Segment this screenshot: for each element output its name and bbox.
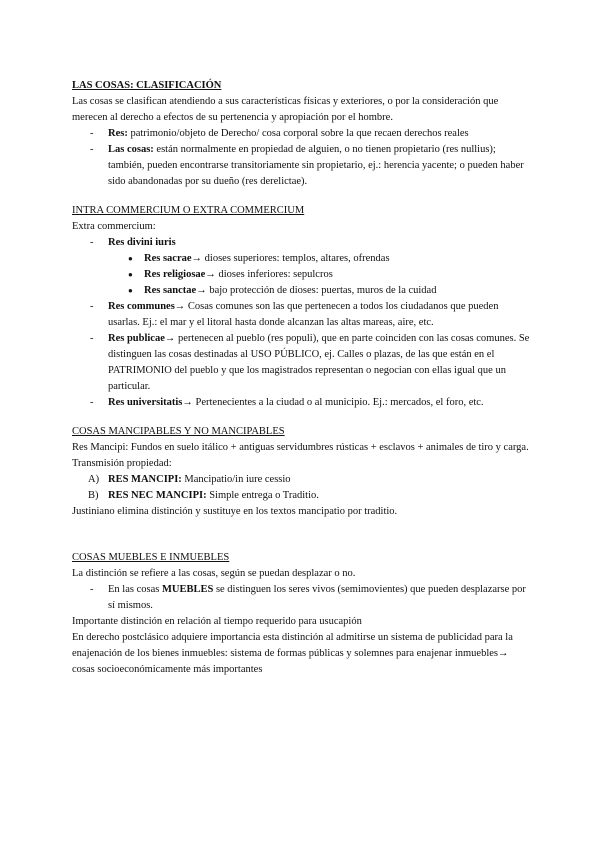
section-mancipables <box>72 424 532 520</box>
term-res-sacrae: Res sacrae→ <box>144 253 203 264</box>
definition-text: están normalmente en propiedad de alguien, o no tienen propietario (res nullius); también, pueden encontrarse transitoriamente sin propietario, ej.: herencia yacente; o pueden haber sido abandonadas por su dueño (res derelictae). <box>108 144 524 187</box>
list-item <box>88 472 532 488</box>
bullet-item <box>144 251 532 267</box>
section-title-mancipables: COSAS MANCIPABLES Y NO MANCIPABLES <box>72 426 285 437</box>
definition-text: Simple entrega o Traditio. <box>206 490 319 501</box>
document-page <box>72 78 532 678</box>
definition-text: se distinguen los seres vivos (semimovientes) que pueden desplazarse por sí mismos. <box>108 584 526 611</box>
dash-list <box>72 235 532 251</box>
bullet-item <box>144 267 532 283</box>
section-title-muebles: COSAS MUEBLES E INMUEBLES <box>72 552 230 563</box>
extra-commercium-label: Extra commercium: <box>72 221 156 232</box>
section-title-clasificacion: LAS COSAS: CLASIFICACIÓN <box>72 80 222 91</box>
bullet-item <box>144 283 532 299</box>
definition-text: patrimonio/objeto de Derecho/ cosa corporal sobre la que recaen derechos reales <box>127 128 469 139</box>
section-muebles-inmuebles <box>72 550 532 678</box>
lettered-list <box>72 472 532 504</box>
list-item <box>108 235 532 251</box>
term-las-cosas: Las cosas: <box>108 144 154 155</box>
intro-paragraph: Las cosas se clasifican atendiendo a sus características físicas y exteriores, o por la consideración que merecen al derecho a efectos de su pertenencia y apropiación por el hombre. <box>72 96 499 123</box>
usucapion-paragraph: Importante distinción en relación al tiempo requerido para usucapión <box>72 616 362 627</box>
list-item <box>108 299 532 331</box>
term-res-sanctae: Res sanctae→ <box>144 285 207 296</box>
postclasico-paragraph: En derecho postclásico adquiere importancia esta distinción al admitirse un sistema de publicidad para la enajenación de los bienes inmuebles: sistema de formas públicas y solemnes para enajenar inmuebles→ cosas socioeconómicamente más importantes <box>72 632 513 675</box>
section-title-commercium: INTRA COMMERCIUM O EXTRA COMMERCIUM <box>72 205 305 216</box>
section-clasificacion <box>72 78 532 190</box>
section-intra-extra-commercium <box>72 203 532 411</box>
list-item <box>108 582 532 614</box>
list-marker: A) <box>88 474 100 485</box>
term-res-divini-iuris: Res divini iuris <box>108 237 176 248</box>
justiniano-paragraph: Justiniano elimina distinción y sustituye en los textos mancipatio por traditio. <box>72 506 398 517</box>
dash-list <box>72 299 532 411</box>
definition-text: Mancipatio/in iure cessio <box>181 474 291 485</box>
list-item <box>108 331 532 395</box>
term-res-communes: Res communes→ <box>108 301 186 312</box>
definition-text: bajo protección de dioses: puertas, muros de la cuidad <box>206 285 437 296</box>
definition-text: Pertenecientes a la ciudad o al municipio. Ej.: mercados, el foro, etc. <box>192 397 484 408</box>
list-item <box>108 126 532 142</box>
list-item <box>108 395 532 411</box>
dash-list <box>72 126 532 190</box>
item-prefix: En las cosas <box>108 584 162 595</box>
term-res-universitatis: Res universitatis→ <box>108 397 193 408</box>
term-res: Res: <box>108 128 128 139</box>
term-res-mancipi: RES MANCIPI: <box>108 474 182 485</box>
definition-text: dioses inferiores: sepulcros <box>215 269 333 280</box>
term-res-nec-mancipi: RES NEC MANCIPI: <box>108 490 207 501</box>
term-res-religiosae: Res religiosae→ <box>144 269 216 280</box>
list-marker: B) <box>88 490 99 501</box>
definition-text: Cosas comunes son las que pertenecen a todos los ciudadanos que pueden usarlas. Ej.: el mar y el litoral hasta donde alcanzan las altas mareas, aire, etc. <box>108 301 499 328</box>
list-item <box>88 488 532 504</box>
list-item <box>108 142 532 190</box>
dash-list <box>72 582 532 614</box>
definition-text: pertenecen al pueblo (res populi), que en parte coinciden con las cosas comunes. Se distinguen las cosas destinadas al USO PÚBLICO, ej. Calles o plazas, de las que están en el PATRIMONIO del pueblo y que los magistrados representan o negocian con ellas igual que un particular. <box>108 333 530 392</box>
term-res-publicae: Res publicae→ <box>108 333 176 344</box>
definition-text: dioses superiores: templos, altares, ofrendas <box>202 253 390 264</box>
muebles-intro-paragraph: La distinción se refiere a las cosas, según se puedan desplazar o no. <box>72 568 356 579</box>
term-muebles: MUEBLES <box>161 584 214 595</box>
res-mancipi-paragraph: Res Mancipi: Fundos en suelo itálico + antiguas servidumbres rústicas + esclavos + animales de tiro y carga. Transmisión propiedad: <box>72 442 529 469</box>
bullet-list <box>72 251 532 299</box>
